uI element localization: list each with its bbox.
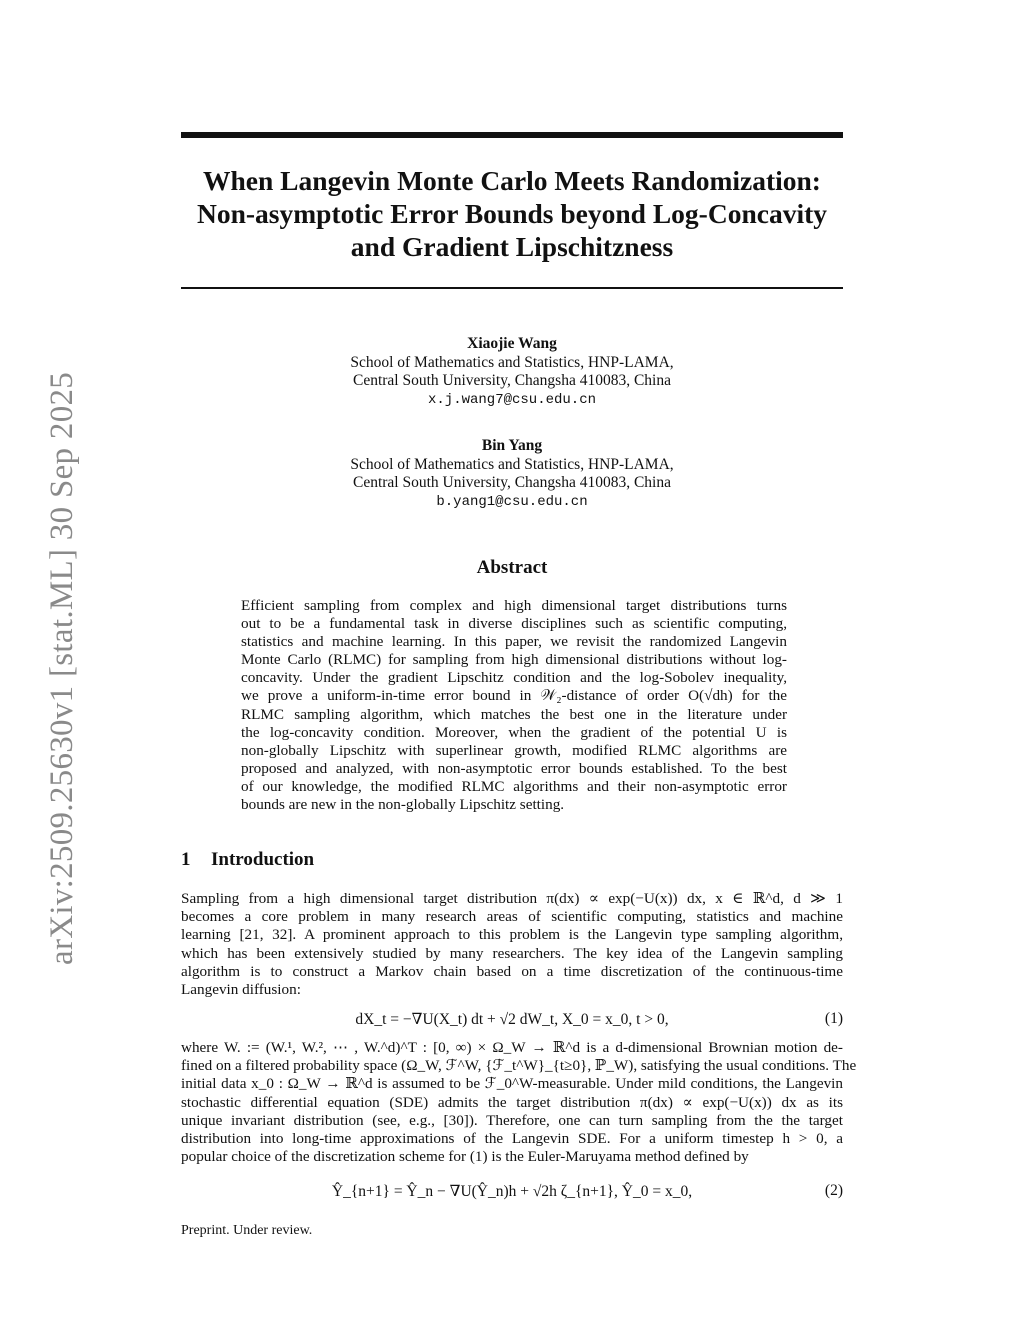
equation-body: dX_t = −∇U(X_t) dt + √2 dW_t, X_0 = x_0, t > 0, [355, 1011, 669, 1028]
arxiv-identifier-sidebar [44, 360, 84, 980]
equation-body: Ŷ_{n+1} = Ŷ_n − ∇U(Ŷ_n)h + √2h ζ_{n+1}, Ŷ_0 = x_0, [331, 1183, 693, 1200]
abstract-line: RLMC sampling algorithm, which matches the best one in the literature under [241, 705, 787, 723]
abstract-body [241, 597, 787, 814]
author-affiliation: School of Mathematics and Statistics, HNP-LAMA, [350, 353, 674, 371]
paragraph-line: becomes a core problem in many research areas of scientific computing, statistics and machine [181, 908, 843, 926]
intro-paragraph-2 [181, 1039, 857, 1166]
paragraph-line: distribution into long-time approximations of the Langevin SDE. For a uniform timestep h > 0, a [181, 1130, 843, 1148]
abstract-heading: Abstract [476, 557, 548, 578]
author-name: Xiaojie Wang [467, 335, 557, 352]
author-affiliation: School of Mathematics and Statistics, HNP-LAMA, [350, 455, 674, 473]
abstract-line: Monte Carlo (RLMC) for sampling from high dimensional distributions without log- [241, 651, 787, 669]
paragraph-line: popular choice of the discretization scheme for (1) is the Euler-Maruyama method defined by [181, 1148, 749, 1166]
abstract-line: of our knowledge, the modified RLMC algorithms and their non-asymptotic error [241, 777, 787, 795]
abstract-line: non-globally Lipschitz with superlinear growth, modified RLMC algorithms are [241, 741, 787, 759]
paragraph-line: algorithm is to construct a Markov chain based on a time discretization of the continuous-time [181, 962, 843, 980]
abstract-line: proposed and analyzed, with non-asymptotic error bounds established. To the best [241, 759, 787, 777]
paragraph-line: fined on a filtered probability space (Ω_W, ℱ^W, {ℱ_t^W}_{t≥0}, ℙ_W), satisfying the usual conditions. The [181, 1057, 857, 1075]
paragraph-line: Sampling from a high dimensional target distribution π(dx) ∝ exp(−U(x)) dx, x ∈ ℝ^d, d ≫ 1 [181, 890, 843, 907]
abstract-line: out to be a fundamental task in diverse disciplines such as scientific computing, [241, 615, 787, 633]
section-title: Introduction [211, 849, 315, 870]
paper-title [181, 164, 843, 263]
author-block [262, 437, 762, 511]
intro-paragraph-1 [181, 890, 843, 999]
paragraph-line: where W. := (W.¹, W.², ⋯ , W.^d)^T : [0, ∞) × Ω_W → ℝ^d is a d-dimensional Brownian motion de- [181, 1039, 843, 1056]
section-number: 1 [181, 849, 191, 870]
title-line: When Langevin Monte Carlo Meets Randomization: [203, 165, 821, 196]
author-email[interactable]: x.j.wang7@csu.edu.cn [427, 391, 597, 408]
abstract-line: statistics and machine learning. In this paper, we revisit the randomized Langevin [241, 633, 787, 651]
abstract-line: Efficient sampling from complex and high dimensional target distributions turns [241, 597, 787, 614]
paragraph-line: initial data x_0 : Ω_W → ℝ^d is assumed to be ℱ_0^W-measurable. Under mild conditions, the Langevin [181, 1075, 843, 1093]
title-line: Non-asymptotic Error Bounds beyond Log-Concavity [196, 198, 828, 229]
paragraph-line: Langevin diffusion: [181, 981, 301, 999]
footer-note: Preprint. Under review. [181, 1223, 313, 1238]
paragraph-line: learning [21, 32]. A prominent approach to this problem is the Langevin type sampling algorithm, [181, 926, 843, 944]
section-heading [181, 849, 314, 871]
abstract-line: the log-concavity condition. Moreover, when the gradient of the potential U is [241, 723, 787, 741]
abstract-line: concavity. Under the gradient Lipschitz condition and the log-Sobolev inequality, [241, 669, 787, 687]
arxiv-id-text: arXiv:2509.25630v1 [stat.ML] 30 Sep 2025 [44, 371, 80, 965]
author-name: Bin Yang [481, 437, 543, 454]
author-affiliation: Central South University, Changsha 410083, China [352, 474, 671, 491]
equation-number: (1) [824, 1010, 843, 1027]
paragraph-line: unique invariant distribution (see, e.g., [30]). Therefore, one can turn sampling from the the target [181, 1111, 843, 1129]
abstract-line: bounds are new in the non-globally Lipschitz setting. [241, 796, 565, 814]
equation-1 [181, 1010, 843, 1030]
author-block [262, 335, 762, 409]
abstract-line: we prove a uniform-in-time error bound in 𝒲₂-distance of order O(√dh) for the [241, 687, 787, 705]
title-top-rule [181, 132, 843, 138]
author-email[interactable]: b.yang1@csu.edu.cn [436, 493, 588, 510]
author-affiliation: Central South University, Changsha 410083, China [352, 372, 671, 389]
paragraph-line: stochastic differential equation (SDE) admits the target distribution π(dx) ∝ exp(−U(x)) dx as its [181, 1093, 843, 1111]
title-bottom-rule [181, 287, 843, 289]
equation-number: (2) [824, 1182, 843, 1199]
title-line: and Gradient Lipschitzness [350, 231, 674, 262]
paragraph-line: which has been extensively studied by many researchers. The key idea of the Langevin sampling [181, 944, 843, 962]
equation-2 [181, 1182, 843, 1202]
